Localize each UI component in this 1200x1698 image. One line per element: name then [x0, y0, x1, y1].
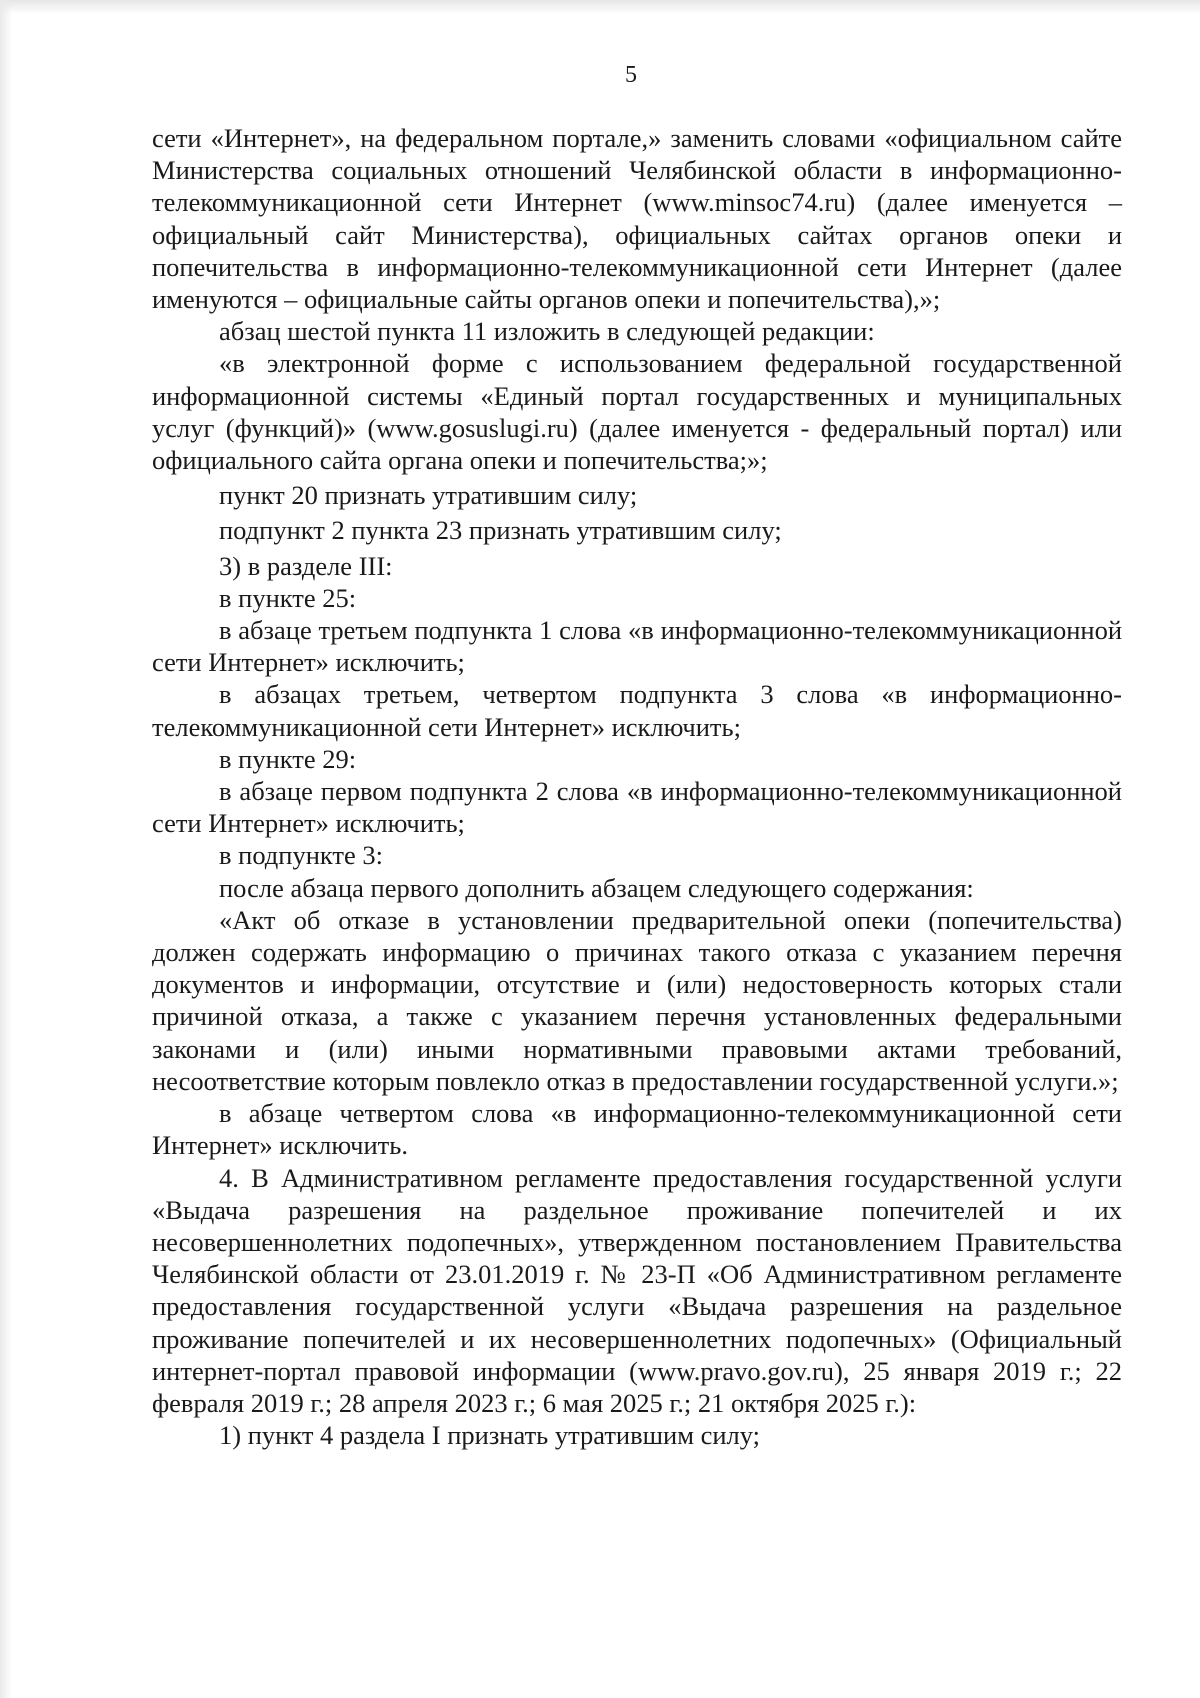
- scan-edge-top: [0, 0, 1200, 14]
- paragraph-7: в пункте 25:: [219, 582, 357, 613]
- paragraph-10: в пункте 29:: [219, 743, 357, 774]
- document-body: [152, 122, 1122, 1451]
- paragraph-5: подпункт 2 пункта 23 признать утратившим силу;: [219, 515, 782, 546]
- paragraph-13: после абзаца первого дополнить абзацем следующего содержания:: [219, 872, 974, 903]
- paragraph-12: в подпункте 3:: [219, 840, 384, 871]
- paragraph-11: в абзаце первом подпункта 2 слова «в информационно-телекоммуникационной сети Интернет» исключить;: [152, 776, 1122, 839]
- paragraph-15: в абзаце четвертом слова «в информационно-телекоммуникационной сети Интернет» исключить.: [152, 1098, 1122, 1161]
- scan-edge-left: [0, 0, 12, 1698]
- paragraph-1: сети «Интернет», на федеральном портале,» заменить словами «официальном сайте Министерства социальных отношений Челябинской области в информационно-телекоммуникационной сети Интернет (www.minsoc74.ru) (далее именуется – официальный сайт Министерства), официальных сайтах органов опеки и попечительства в информационно-телекоммуникационной сети Интернет (далее именуются – официальные сайты органов опеки и попечительства),»;: [152, 123, 1122, 315]
- paragraph-8: в абзаце третьем подпункта 1 слова «в информационно-телекоммуникационной сети Интернет» исключить;: [152, 615, 1122, 678]
- paragraph-9: в абзацах третьем, четвертом подпункта 3 слова «в информационно-телекоммуникационной сети Интернет» исключить;: [152, 679, 1122, 742]
- paragraph-2: абзац шестой пункта 11 изложить в следующей редакции:: [219, 316, 875, 347]
- paragraph-17: 1) пункт 4 раздела I признать утратившим силу;: [219, 1420, 761, 1451]
- paragraph-6: 3) в разделе III:: [219, 550, 393, 581]
- paragraph-4: пункт 20 признать утратившим силу;: [219, 480, 638, 511]
- paragraph-14: «Акт об отказе в установлении предварительной опеки (попечительства) должен содержать информацию о причинах такого отказа с указанием перечня документов и информации, отсутствие и (или) недостоверность которых стали причиной отказа, а также с указанием перечня установленных федеральными законами и (или) иными нормативными правовыми актами требований, несоответствие которым повлекло отказ в предоставлении государственной услуги.»;: [152, 904, 1122, 1096]
- paragraph-3: «в электронной форме с использованием федеральной государственной информационной системы «Единый портал государственных и муниципальных услуг (функций)» (www.gosuslugi.ru) (далее именуется - федеральный портал) или официального сайта органа опеки и попечительства;»;: [152, 348, 1122, 476]
- page-number: 5: [625, 62, 637, 88]
- paragraph-16: 4. В Административном регламенте предоставления государственной услуги «Выдача разрешения на раздельное проживание попечителей и их несовершеннолетних подопечных», утвержденном постановлением Правительства Челябинской области от 23.01.2019 г. № 23-П «Об Административном регламенте предоставления государственной услуги «Выдача разрешения на раздельное проживание попечителей и их несовершеннолетних подопечных» (Официальный интернет-портал правовой информации (www.pravo.gov.ru), 25 января 2019 г.; 22 февраля 2019 г.; 28 апреля 2023 г.; 6 мая 2025 г.; 21 октября 2025 г.):: [152, 1162, 1122, 1418]
